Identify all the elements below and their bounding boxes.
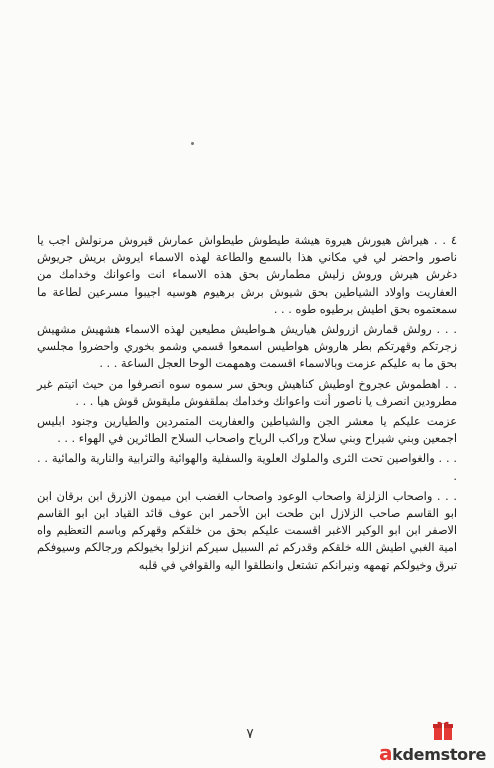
paragraph: ٤ . . هيراش هيورش هيروة هيشة طيطوش طيطواش عمارش قيروش مرنولش اجب يا ناصور واحضر لي في مكاني هذا بالسمع والطاعة لهذه الاسماء ايروش بريش جريوش دغرش هيرش وروش زليش مطمارش بحق هذه الاسماء انت واعوانك وخدامك من العفاريت واولاد الشياطين بحق شيوش برش برهيوم هوسيه اجيبوا مسرعين لطاعة ما سمعتموه بحق اطيش برطيوه طوه . . . (37, 234, 457, 316)
gift-box-icon (432, 721, 454, 741)
paragraph: عزمت عليكم يا معشر الجن والشياطين والعفاريت المتمردين والطيارين وجنود ابليس اجمعين وبني شيراح وبني سلاح وراكب الرياح واصحاب السلاح الطائرين في الهواء . . . (37, 415, 457, 446)
page-number: ٧ (246, 726, 254, 742)
page-body-text (37, 232, 457, 577)
paragraph: . . . رولش قمارش ازرولش هياريش هـواطيش مطيعين لهذه الاسماء هشهيش مشهيش زجرتكم وقهرتكم بطر هاروش هواطيس اسمعوا قسمي وشمو بخوري واحضروا مجلسي بحق ما به عليكم عزمت وبالاسماء اقسمت وهمهمت الوحا العجل الساعة . . . (37, 323, 457, 371)
watermark-word: kdemstore (392, 745, 486, 764)
watermark-text (379, 741, 486, 765)
watermark-prefix: a (378, 741, 393, 765)
paragraph: . . . واصحاب الزلزلة واصحاب الوعود واصحاب الغضب ابن ميمون الازرق ابن برقان ابن ابو القاسم صاحب الزلازل ابن طحت ابن الأحمر ابن عوف قائد القياد ابن ابو القاسم الاصفر ابن ابو الوكير الاغبر اقسمت عليكم بحق من خلقكم وقهركم وباسم التعظيم واه امية الغبي اطيش الله خلقكم وقدركم ثم السبيل سيركم انزلوا بخيولكم ورجالكم وسيوفكم تبرق وخيولكم تهمهه ونيرانكم تشتعل وانطلقوا اليه والقوافي في قلبه (37, 489, 457, 572)
paragraph: . . اهطموش عجروخ اوطيش كناهيش وبحق سر سموه سوه انصرفوا من حيث اتيتم غير مطرودين انصرف يا ناصور أنت واعوانك وخدامك بملقفوش مليقوش قوش هيا . . . (37, 377, 457, 408)
paragraph: . . . والغواصين تحت الثرى والملوك العلوية والسفلية والهوائية والترابية والنارية والمائية . . . (37, 452, 457, 483)
store-watermark (362, 721, 492, 765)
decorative-dot (191, 142, 194, 145)
